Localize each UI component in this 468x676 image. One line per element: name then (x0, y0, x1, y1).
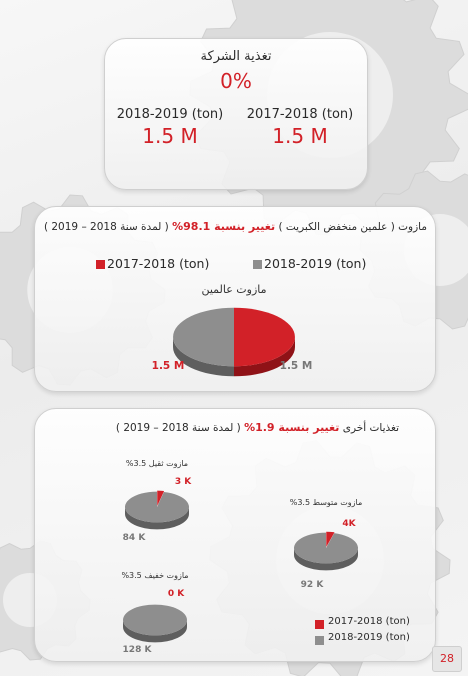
summary-value-2017-2018: 1.5 M (272, 124, 328, 148)
legend-label-2017-2018: 2017-2018 (ton) (107, 256, 210, 271)
summary-title: تغذية الشركة (200, 49, 272, 64)
pie-chart-alamein (152, 283, 313, 376)
summary-value-2018-2019: 1.5 M (142, 124, 198, 148)
page-number: 28 (432, 646, 462, 672)
pie-slice-2018-2019 (123, 605, 187, 643)
pie-title: مازوت خفيف 3.5% (121, 571, 189, 580)
other-feeds-heading-period: ( لمدة سنة 2018 – 2019 ) (115, 422, 241, 434)
summary-label-2017-2018: 2017-2018 (ton) (246, 107, 354, 122)
summary-change-percent: 0% (220, 69, 252, 93)
other-feeds-heading-change: تغيير بنسبة 1.9% (244, 421, 340, 434)
pie-title: مازوت متوسط 3.5% (289, 498, 363, 507)
pie-slice-2018-2019 (125, 492, 189, 530)
pie-value-label-2017-2018: 3 K (174, 477, 192, 487)
pie-value-label-2018-2019: 84 K (122, 533, 146, 543)
legend-label-2018-2019-bottom: 2018-2019 (ton) (328, 632, 410, 643)
alamein-heading-period: ( لمدة سنة 2018 – 2019 ) (43, 221, 169, 233)
pie-value-label-2018-2019: 92 K (300, 580, 324, 590)
pie-value-label-2017-2018: 1.5 M (151, 360, 185, 372)
legend-label-2018-2019: 2018-2019 (ton) (264, 256, 367, 271)
pie-chart-medium-mazut (290, 498, 363, 590)
other-feeds-heading-text: تغذيات أخرى (342, 422, 399, 434)
pie-value-label-2018-2019: 128 K (122, 645, 152, 655)
pie-value-label-2017-2018: 0 K (167, 589, 185, 599)
pie-chart-light-mazut (121, 571, 188, 655)
alamein-heading-change: تغيير بنسبة 98.1% (172, 220, 276, 233)
pie-chart-heavy-mazut (123, 459, 193, 543)
pie-title: مازوت ثقيل 3.5% (125, 459, 189, 468)
summary-label-2018-2019: 2018-2019 (ton) (116, 107, 224, 122)
pie-title: مازوت عالمين (201, 283, 267, 296)
pie-value-label-2018-2019: 1.5 M (279, 360, 313, 372)
alamein-heading-text: مازوت ( علمين منخفض الكبريت ) (278, 221, 427, 233)
pie-value-label-2017-2018: 4K (342, 519, 356, 529)
legend-label-2017-2018-bottom: 2017-2018 (ton) (328, 616, 410, 627)
pie-slice-2018-2019 (294, 533, 358, 571)
